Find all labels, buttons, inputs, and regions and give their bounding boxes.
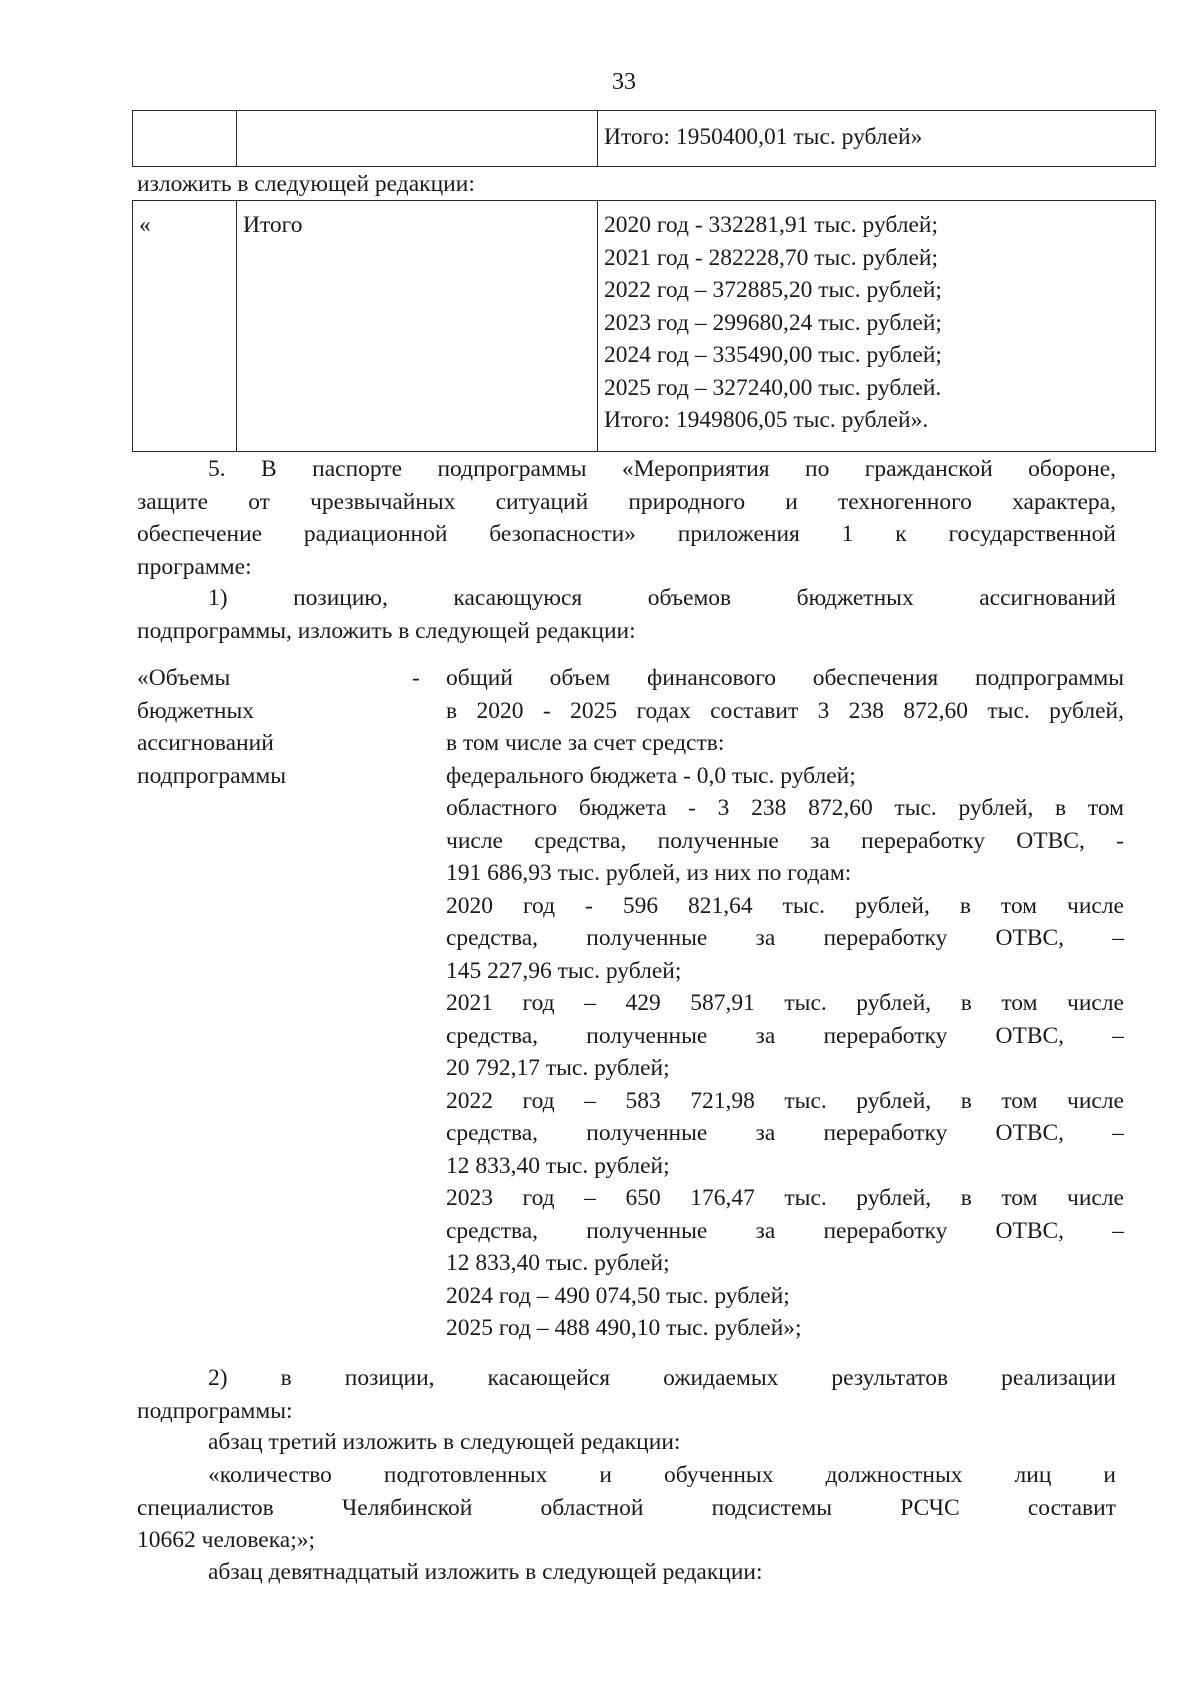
text-line: 5. В паспорте подпрограммы «Мероприятия по гражданской обороне,: [208, 456, 1116, 482]
item-1: [137, 582, 1116, 647]
text-line: 145 227,96 тыс. рублей;: [446, 957, 682, 984]
text-line: 12 833,40 тыс. рублей;: [446, 1250, 670, 1276]
instruction-abz3: абзац третий изложить в следующей редакции:: [208, 1429, 681, 1455]
table-row: [133, 111, 1156, 167]
text-line: средства, полученные за переработку ОТВС, –: [446, 925, 1124, 951]
text-line: «количество подготовленных и обученных должностных лиц и: [208, 1462, 1116, 1488]
text-line: 2020 год - 596 821,64 тыс. рублей, в том числе: [446, 892, 1124, 919]
year-row: 2024 год – 335490,00 тыс. рублей;: [604, 342, 942, 368]
text-line: 2021 год – 429 587,91 тыс. рублей, в том числе: [446, 990, 1124, 1016]
quoted-text: [137, 1459, 1116, 1557]
text-line: средства, полученные за переработку ОТВС, –: [446, 1120, 1124, 1146]
text-line: подпрограммы:: [137, 1397, 293, 1424]
table-cell-label: Итого: [237, 201, 598, 452]
total-row: Итого: 1949806,05 тыс. рублей».: [604, 407, 929, 433]
text-line: в 2020 - 2025 годах составит 3 238 872,60 тыс. рублей,: [446, 697, 1124, 724]
label-line: ассигнований: [137, 730, 274, 756]
text-line: 2025 год – 488 490,10 тыс. рублей»;: [446, 1315, 802, 1341]
text-line: 191 686,93 тыс. рублей, из них по годам:: [446, 860, 852, 886]
text-line: 12 833,40 тыс. рублей;: [446, 1152, 670, 1179]
text-line: 2022 год – 583 721,98 тыс. рублей, в том числе: [446, 1087, 1124, 1114]
table-cell-years: [598, 201, 1156, 452]
year-row: 2020 год - 332281,91 тыс. рублей;: [604, 212, 939, 238]
page-number: 33: [612, 69, 636, 95]
label-line: бюджетных: [137, 697, 255, 724]
text-line: средства, полученные за переработку ОТВС, –: [446, 1217, 1124, 1244]
text-line: 2023 год – 650 176,47 тыс. рублей, в том числе: [446, 1185, 1124, 1211]
text-line: 2) в позиции, касающейся ожидаемых результатов реализации: [208, 1365, 1116, 1391]
paragraph-5: [137, 453, 1116, 583]
text-line: в том числе за счет средств:: [446, 730, 725, 756]
instruction-text: изложить в следующей редакции:: [137, 171, 475, 197]
position-dash: -: [412, 665, 420, 691]
text-line: обеспечение радиационной безопасности» приложения 1 к государственной: [137, 521, 1116, 547]
table-cell-total-old: Итого: 1950400,01 тыс. рублей»: [598, 111, 1156, 167]
text-line: 10662 человека;»;: [137, 1527, 316, 1553]
year-row: 2025 год – 327240,00 тыс. рублей.: [604, 374, 942, 401]
text-line: подпрограммы, изложить в следующей редакции:: [137, 617, 636, 644]
table-cell-quote: «: [133, 201, 237, 452]
text-line: областного бюджета - 3 238 872,60 тыс. рублей, в том: [446, 795, 1124, 821]
text-line: федерального бюджета - 0,0 тыс. рублей;: [446, 762, 856, 789]
text-line: общий объем финансового обеспечения подпрограммы: [446, 665, 1124, 691]
year-row: 2023 год – 299680,24 тыс. рублей;: [604, 309, 942, 336]
table-cell: [133, 111, 237, 167]
text-line: программе:: [137, 553, 252, 580]
text-line: числе средства, полученные за переработку ОТВС, -: [446, 827, 1124, 854]
label-line: подпрограммы: [137, 762, 287, 789]
text-line: 1) позицию, касающуюся объемов бюджетных ассигнований: [208, 585, 1116, 611]
item-2: [137, 1362, 1116, 1427]
budget-table-old-tail: [132, 110, 1156, 167]
position-label: [137, 662, 286, 792]
year-row: 2021 год - 282228,70 тыс. рублей;: [604, 244, 939, 271]
text-line: защите от чрезвычайных ситуаций природного и техногенного характера,: [137, 488, 1116, 515]
text-line: средства, полученные за переработку ОТВС, –: [446, 1022, 1124, 1049]
instruction-abz19: абзац девятнадцатый изложить в следующей редакции:: [208, 1559, 763, 1585]
year-row: 2022 год – 372885,20 тыс. рублей;: [604, 277, 942, 303]
text-line: специалистов Челябинской областной подсистемы РСЧС составит: [137, 1494, 1116, 1521]
label-line: «Объемы: [137, 665, 231, 691]
table-row: [133, 201, 1156, 452]
budget-table-new: [132, 200, 1156, 452]
text-line: 2024 год – 490 074,50 тыс. рублей;: [446, 1282, 790, 1309]
text-line: 20 792,17 тыс. рублей;: [446, 1055, 670, 1081]
position-content: [446, 662, 1124, 1345]
table-cell: [237, 111, 598, 167]
